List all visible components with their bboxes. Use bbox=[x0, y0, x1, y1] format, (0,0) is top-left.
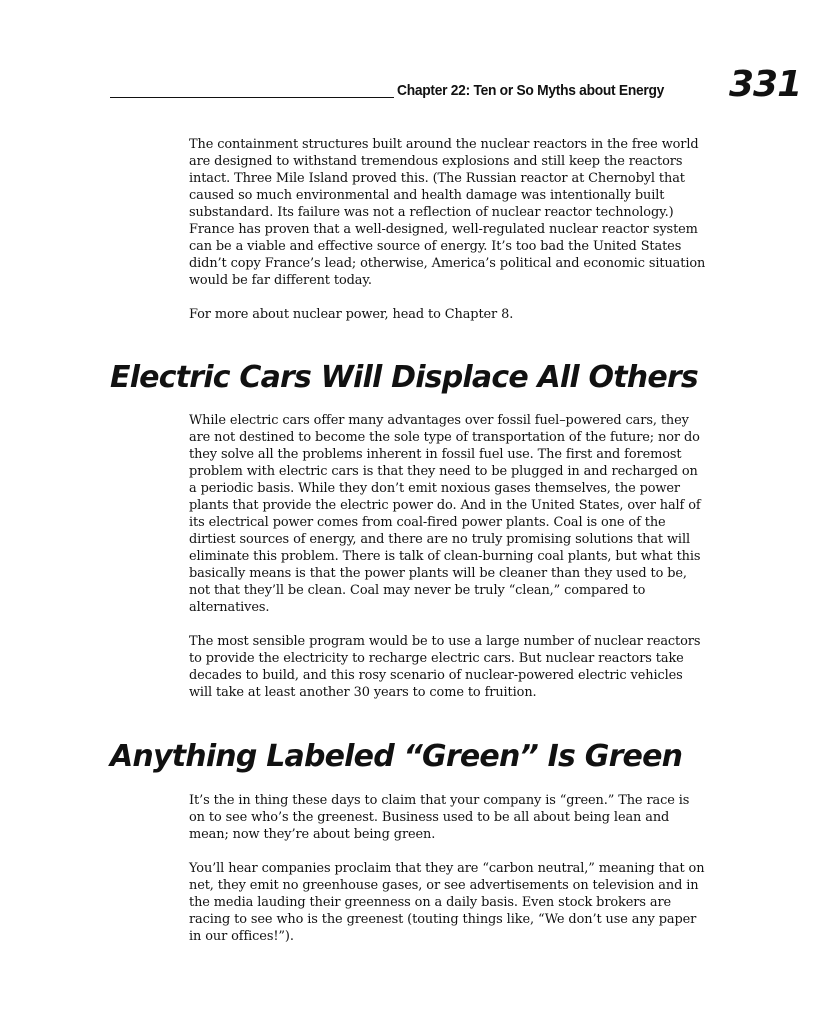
green-paragraph-1: It’s the in thing these days to claim that your company is “green.” The race is on to see who’s the greenest. Business used to be all about being lean and mean; now they’re about being green. bbox=[189, 793, 690, 842]
intro-block bbox=[189, 136, 707, 323]
section-green-body bbox=[189, 792, 707, 945]
green-paragraph-2: You’ll hear companies proclaim that they are “carbon neutral,” meaning that on net, they emit no greenhouse gases, or see advertisements on television and in the media lauding their greenness on a daily basis. Even stock brokers are racing to see who is the greenest (touting things like, “We don’t use any paper in our offices!”). bbox=[189, 861, 705, 944]
section-heading-green: Anything Labeled “Green” Is Green bbox=[110, 739, 683, 774]
section-heading-electric-cars: Electric Cars Will Displace All Others bbox=[110, 360, 698, 395]
running-head: Chapter 22: Ten or So Myths about Energy bbox=[397, 82, 665, 99]
section-electric-cars-body bbox=[189, 412, 707, 701]
header-rule bbox=[110, 97, 394, 98]
intro-paragraph-1: The containment structures built around the nuclear reactors in the free world are designed to withstand tremendous explosions and still keep the reactors intact. Three Mile Island proved this. (The Russian reactor at Chernobyl that caused so much environmental and health damage was intentionally built substandard. Its failure was not a reflection of nuclear reactor technology.) France has proven that a well-designed, well-regulated nuclear reactor system can be a viable and effective source of energy. It’s too bad the United States didn’t copy France’s lead; otherwise, America’s political and economic situation would be far different today. bbox=[189, 137, 706, 288]
page-number: 331 bbox=[729, 64, 802, 105]
intro-paragraph-2: For more about nuclear power, head to Chapter 8. bbox=[189, 307, 514, 322]
electric-cars-paragraph-2: The most sensible program would be to use a large number of nuclear reactors to provide the electricity to recharge electric cars. But nuclear reactors take decades to build, and this rosy scenario of nuclear-powered electric vehicles will take at least another 30 years to come to fruition. bbox=[189, 634, 701, 700]
electric-cars-paragraph-1: While electric cars offer many advantages over fossil fuel–powered cars, they are not destined to become the sole type of transportation of the future; nor do they solve all the problems inherent in fossil fuel use. The first and foremost problem with electric cars is that they need to be plugged in and recharged on a periodic basis. While they don’t emit noxious gases themselves, the power plants that provide the electric power do. And in the United States, over half of its electrical power comes from coal-fired power plants. Coal is one of the dirtiest sources of energy, and there are no truly promising solutions that will eliminate this problem. There is talk of clean-burning coal plants, but what this basically means is that the power plants will be cleaner than they used to be, not that they’ll be clean. Coal may never be truly “clean,” compared to alternatives. bbox=[189, 413, 701, 615]
